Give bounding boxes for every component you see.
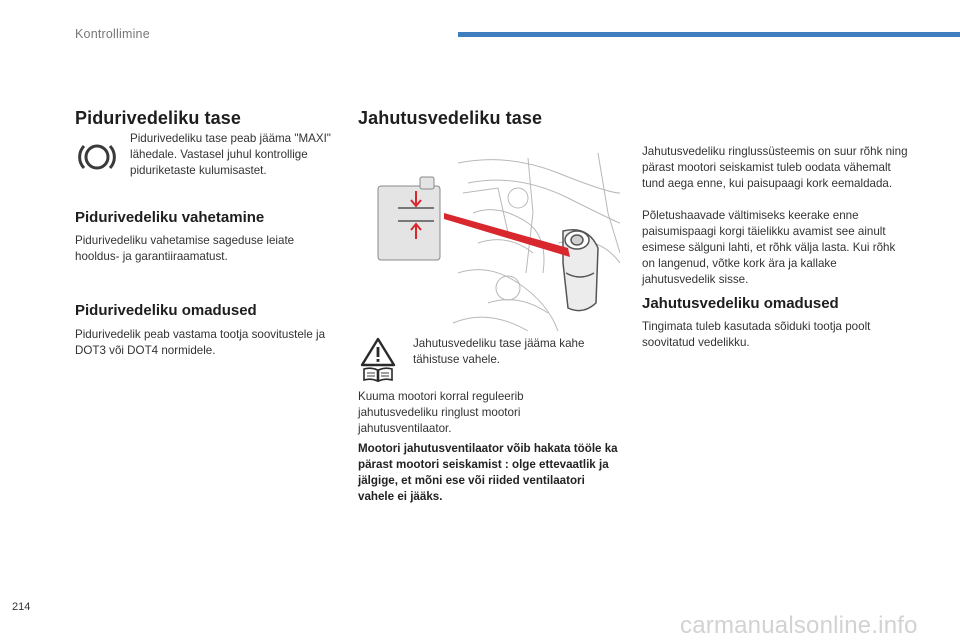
- brake-warning-icon: [78, 140, 116, 174]
- coolant-title: Jahutusvedeliku tase: [358, 108, 543, 128]
- brake-replace-title: Pidurivedeliku vahetamine: [75, 209, 265, 226]
- coolant-properties-text: Tingimata tuleb kasutada sõiduki tootja poolt soovitatud vedelikku.: [642, 320, 871, 349]
- coolant-fan-warning: Mootori jahutusventilaator võib hakata tööle ka pärast mootori seiskamist : olge ettevaatlik ja jälgige, et mõni ese või riided ventilaatori vahele ei jääks.: [358, 442, 618, 503]
- caution-read-manual-icon: [360, 337, 396, 383]
- engine-coolant-illustration: [358, 153, 620, 331]
- coolant-level-note: Jahutusvedeliku tase jääma kahe tähistuse vahele.: [413, 337, 585, 366]
- header-accent-bar: [458, 32, 960, 37]
- watermark: carmanualsonline.info: [680, 612, 918, 639]
- coolant-fan-text: Kuuma mootori korral reguleerib jahutusvedeliku ringlust mootori jahutusventilaator.: [358, 390, 524, 435]
- coolant-properties-title: Jahutusvedeliku omadused: [642, 295, 839, 312]
- brake-replace-text: Pidurivedeliku vahetamise sageduse leiate hooldus- ja garantiiraamatust.: [75, 234, 295, 263]
- brake-fluid-text: Pidurivedeliku tase peab jääma "MAXI" lähedale. Vastasel juhul kontrollige piduriketaste kulumisastet.: [130, 132, 331, 177]
- coolant-burn-text: Põletushaavade vältimiseks keerake enne paisumispaagi korgi täielikku avamist see ainult esimese sälguni lahti, et rõhk välja lasta. Kui rõhk on langenud, võtke kork ära ja kallake jahutusvedelik sisse.: [642, 209, 896, 286]
- brake-properties-title: Pidurivedeliku omadused: [75, 302, 257, 319]
- page-number: 214: [12, 601, 31, 613]
- coolant-pressure-text: Jahutusvedeliku ringlussüsteemis on suur rõhk ning pärast mootori seiskamist tuleb oodata vähemalt tund aega enne, kui paisupaagi kork eemaldada.: [642, 145, 908, 190]
- brake-properties-text: Pidurivedelik peab vastama tootja soovitustele ja DOT3 või DOT4 normidele.: [75, 328, 326, 357]
- brake-fluid-title: Pidurivedeliku tase: [75, 108, 241, 128]
- section-label: Kontrollimine: [75, 27, 150, 41]
